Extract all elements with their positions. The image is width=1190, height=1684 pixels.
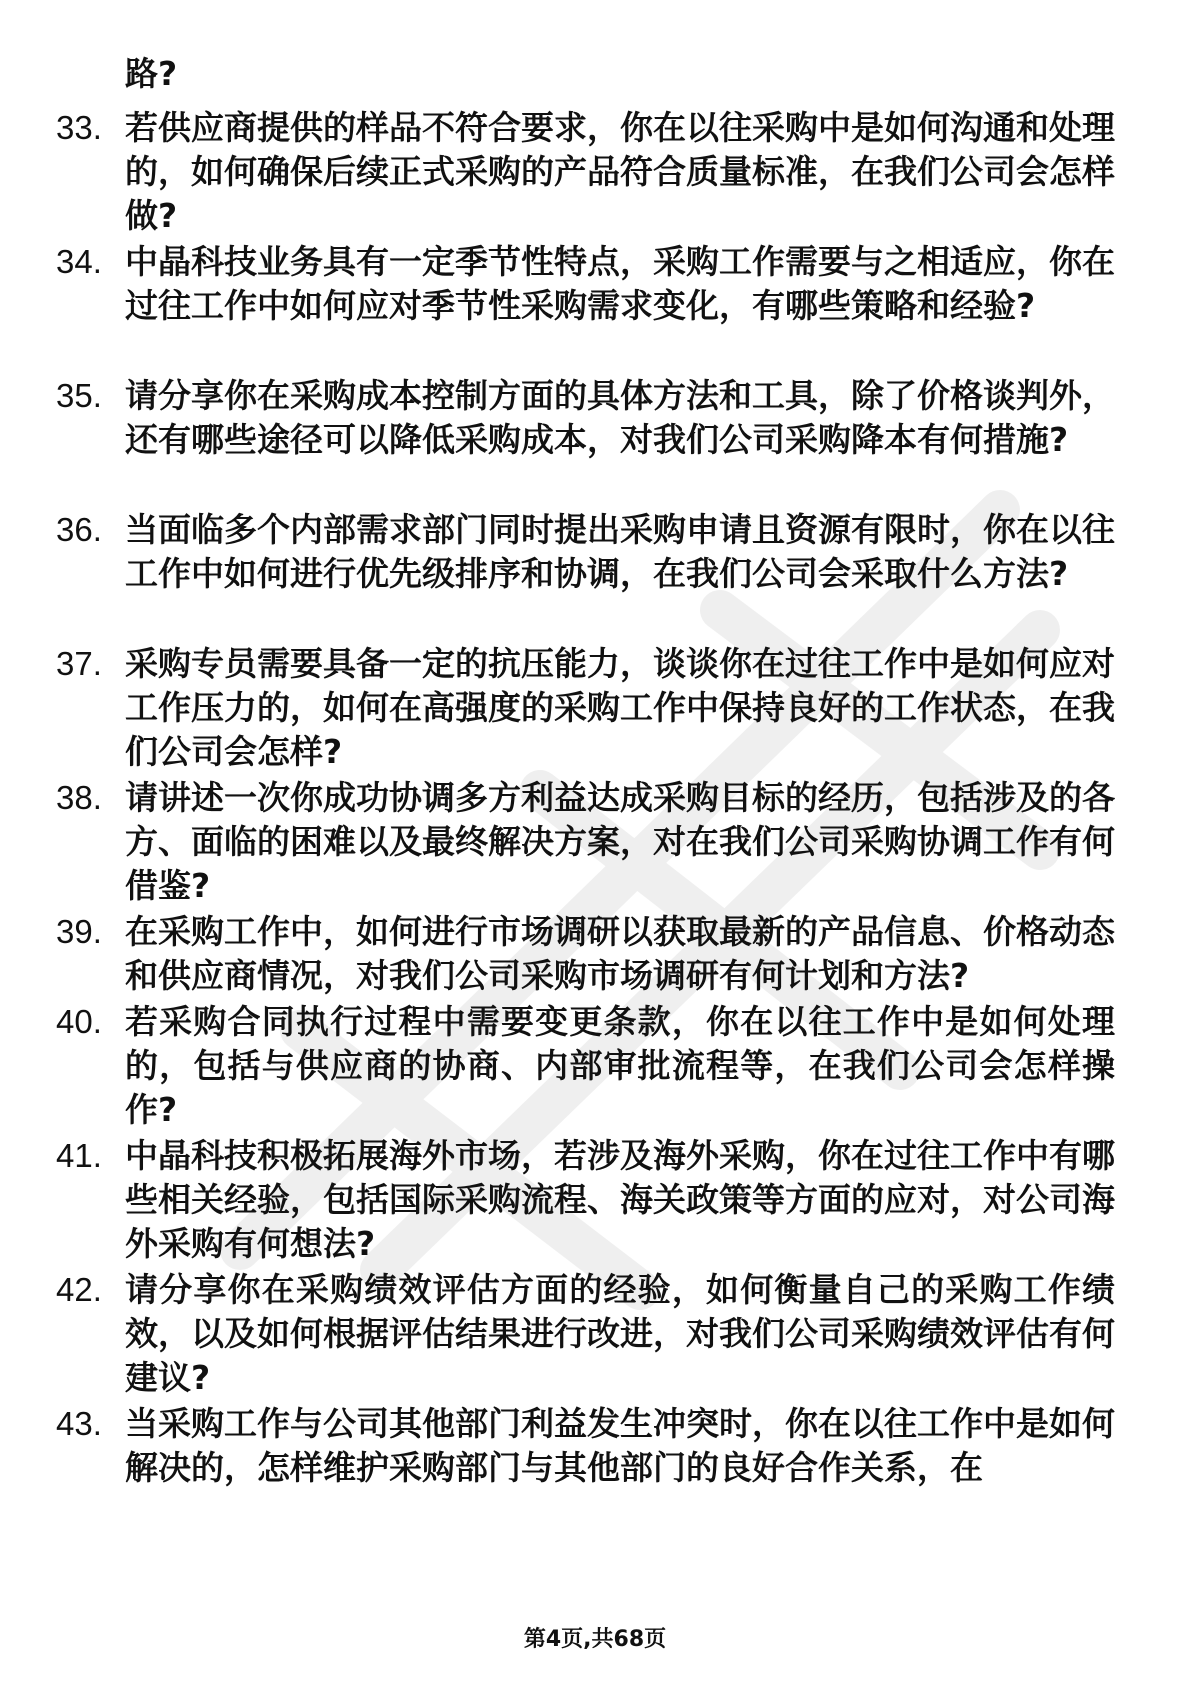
question-number: 37. (56, 645, 102, 682)
question-text: 当采购工作与公司其他部门利益发生冲突时，你在以往工作中是如何解决的，怎样维护采购部门与其他部门的良好合作关系，在 (125, 1404, 1115, 1487)
question-text: 中晶科技业务具有一定季节性特点，采购工作需要与之相适应，你在过往工作中如何应对季节性采购需求变化，有哪些策略和经验? (125, 242, 1115, 325)
question-text: 若采购合同执行过程中需要变更条款，你在以往工作中是如何处理的，包括与供应商的协商、内部审批流程等，在我们公司会怎样操作? (125, 1002, 1115, 1129)
question-text: 当面临多个内部需求部门同时提出采购申请且资源有限时，你在以往工作中如何进行优先级排序和协调，在我们公司会采取什么方法? (125, 510, 1115, 593)
question-text: 中晶科技积极拓展海外市场，若涉及海外采购，你在过往工作中有哪些相关经验，包括国际采购流程、海关政策等方面的应对，对公司海外采购有何想法? (125, 1136, 1115, 1263)
question-number: 34. (56, 243, 102, 280)
question-text: 请分享你在采购成本控制方面的具体方法和工具，除了价格谈判外，还有哪些途径可以降低采购成本，对我们公司采购降本有何措施? (125, 376, 1115, 459)
question-text: 在采购工作中，如何进行市场调研以获取最新的产品信息、价格动态和供应商情况，对我们公司采购市场调研有何计划和方法? (125, 912, 1115, 995)
page-footer: 第4页,共68页 (523, 1627, 667, 1652)
continuation-text: 路? (125, 54, 178, 93)
question-number: 43. (56, 1405, 102, 1442)
question-number: 41. (56, 1137, 102, 1174)
question-text: 采购专员需要具备一定的抗压能力，谈谈你在过往工作中是如何应对工作压力的，如何在高强度的采购工作中保持良好的工作状态，在我们公司会怎样? (125, 644, 1115, 771)
question-number: 40. (56, 1003, 102, 1040)
question-number: 33. (56, 109, 102, 146)
question-number: 35. (56, 377, 102, 414)
question-text: 请分享你在采购绩效评估方面的经验，如何衡量自己的采购工作绩效，以及如何根据评估结果进行改进，对我们公司采购绩效评估有何建议? (125, 1270, 1115, 1397)
question-number: 38. (56, 779, 102, 816)
question-text: 请讲述一次你成功协调多方利益达成采购目标的经历，包括涉及的各方、面临的困难以及最终解决方案，对在我们公司采购协调工作有何借鉴? (125, 778, 1115, 905)
question-number: 42. (56, 1271, 102, 1308)
question-number: 39. (56, 913, 102, 950)
question-text: 若供应商提供的样品不符合要求，你在以往采购中是如何沟通和处理的，如何确保后续正式采购的产品符合质量标准，在我们公司会怎样做? (125, 108, 1115, 235)
question-number: 36. (56, 511, 102, 548)
